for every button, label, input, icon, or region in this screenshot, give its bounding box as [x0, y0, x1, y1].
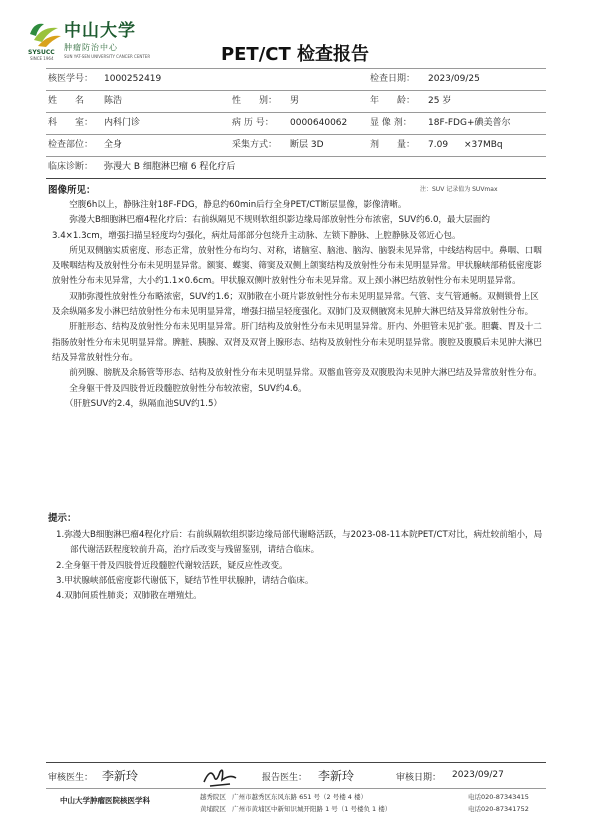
- header-row-2: [48, 90, 546, 112]
- diagnosis-value: 弥漫大 B 细胞淋巴瘤 6 程化疗后: [104, 162, 236, 172]
- footer-tel-1: 电话020-87343415: [468, 793, 529, 801]
- logo-center-name: 肿瘤防治中心: [64, 43, 118, 52]
- findings-text: [52, 198, 544, 412]
- divider: [46, 178, 546, 179]
- findings-paragraph: 双肺弥漫性放射性分布略浓密，SUV约1.6；双肺散在小斑片影放射性分布未见明显异常。气管、支气管通畅。双侧锁骨上区及余纵隔多发小淋巴结放射性分布未见明显异常，增强扫描呈轻度强化。双肺门及双侧腋窝未见肿大淋巴结及异常放射性分布。: [52, 291, 539, 318]
- report-title: PET/CT 检查报告: [220, 44, 370, 65]
- handwritten-signature-icon: [200, 764, 240, 790]
- header-row-5: [48, 156, 546, 178]
- dept-value: 内科门诊: [104, 118, 141, 128]
- reviewer-name: 李新玲: [102, 769, 139, 783]
- logo-name: 中山大学: [64, 21, 136, 41]
- findings-label: 图像所见：: [48, 185, 96, 196]
- findings-paragraph: 所见双侧脑实质密度、形态正常，放射性分布均匀、对称，诸脑室、脑池、脑沟、脑裂未见异常，中线结构居中。鼻咽、口咽及喉咽结构及放射性分布未见明显异常。额窦、蝶窦、筛窦及双侧上颌窦结构及放射性分布未见明显异常。甲状腺峡部稍低密度影放射性分布未见异常，大小约1.1×0.6cm。甲状腺双侧叶放射性分布未见异常。双上颈小淋巴结放射性分布未见明显异常。: [52, 245, 542, 287]
- findings-paragraph: 肝脏形态、结构及放射性分布未见明显异常。肝门结构及放射性分布未见明显异常。肝内、外胆管未见扩张。胆囊、胃及十二指肠放射性分布未见明显异常。脾脏、胰腺、双肾及双肾上腺形态、结构及放射性分布未见明显异常。腹腔及腹膜后未见肿大淋巴结及异常放射性分布。: [52, 322, 542, 363]
- tips-text: [56, 528, 544, 604]
- record-value: 0000640062: [290, 118, 348, 128]
- name-label: 姓 名: [48, 96, 85, 106]
- exam-date-label: 检查日期：: [370, 74, 416, 84]
- footer-yuexiu-address: 广州市越秀区东风东路 651 号（2 号楼 4 楼）: [232, 793, 368, 801]
- header-row-1: [48, 68, 546, 90]
- footer-huangpu-label: 黄埔院区: [200, 805, 226, 813]
- dose-value: 7.09: [428, 140, 449, 150]
- header-row-4: [48, 134, 546, 156]
- sex-value: 男: [290, 96, 300, 106]
- record-label: 病 历 号：: [232, 118, 274, 128]
- reviewer-label: 审核医生：: [48, 773, 94, 783]
- site-value: 全身: [104, 140, 123, 150]
- footer-huangpu-address: 广州市黄埔区中新知识城开阳路 1 号（1 号楼负 1 楼）: [232, 805, 392, 813]
- findings-paragraph: 前列腺、膀胱及余肠管等形态、结构及放射性分布未见明显异常。双髂血管旁及双腹股沟未见肿大淋巴结及异常放射性分布。: [69, 368, 542, 379]
- tip-item: 2.全身躯干骨及四肢骨近段髓腔代谢较活跃，疑反应性改变。: [56, 560, 288, 571]
- reporter-name: 李新玲: [318, 769, 355, 783]
- exam-date-value: 2023/09/25: [428, 74, 480, 84]
- sex-label: 性 别：: [232, 96, 278, 106]
- footer-tel-2: 电话020-87341752: [468, 805, 529, 813]
- tip-item: 1.弥漫大B细胞淋巴瘤4程化疗后：右前纵隔软组织影边缘局部代谢略活跃，与2023-08-11本院PET/CT对比，病灶较前缩小，局部代谢活跃程度较前升高，治疗后改变与残留鉴别，请结合临床。: [56, 530, 543, 556]
- findings-paragraph: 弥漫大B细胞淋巴瘤4程化疗后：右前纵隔见不规则软组织影边缘局部放射性分布浓密，SUV约6.0，最大层面约3.4×1.3cm，增强扫描呈轻度均匀强化，病灶局部部分包绕升主动脉、左锁下静脉、上腔静脉及邻近心包。: [52, 215, 490, 241]
- dose-unit: ×37MBq: [464, 140, 503, 150]
- tracer-value: 18F-FDG+碘美普尔: [428, 118, 511, 128]
- logo-english-name: SUN YAT-SEN UNIVERSITY CANCER CENTER: [64, 54, 151, 59]
- age-value: 25 岁: [428, 96, 452, 106]
- name-value: 陈浩: [104, 96, 123, 106]
- age-label: 年 龄：: [370, 96, 416, 106]
- site-label: 检查部位：: [48, 140, 94, 150]
- review-date-label: 审核日期：: [396, 773, 442, 783]
- tip-item: 4.双肺间质性肺炎；双肺散在增殖灶。: [56, 591, 202, 602]
- footer-yuexiu-label: 越秀院区: [200, 793, 226, 801]
- tip-item: 3.甲状腺峡部低密度影代谢低下，疑结节性甲状腺肿，请结合临床。: [56, 575, 314, 586]
- suv-note: 注：SUV 记录值为 SUVmax: [420, 186, 498, 193]
- nuclear-id-label: 核医学号：: [48, 74, 94, 84]
- dose-label: 剂 量：: [370, 140, 416, 150]
- tips-label: 提示：: [48, 513, 77, 524]
- findings-paragraph: 空腹6h以上，静脉注射18F-FDG，静息约60min后行全身PET/CT断层显像，影像清晰。: [69, 200, 407, 210]
- logo-since: SINCE 1964: [30, 56, 54, 61]
- header-row-3: [48, 112, 546, 134]
- footer-dept: 中山大学肿瘤医院核医学科: [60, 796, 150, 805]
- dept-label: 科 室：: [48, 118, 94, 128]
- nuclear-id-value: 1000252419: [104, 74, 162, 84]
- mode-label: 采集方式：: [232, 140, 278, 150]
- review-date-value: 2023/09/27: [452, 770, 504, 780]
- findings-paragraph: （肝脏SUV约2.4，纵隔血池SUV约1.5）: [64, 398, 223, 409]
- logo-abbr: SYSUCC: [28, 49, 55, 56]
- tracer-label: 显 像 剂：: [370, 118, 412, 128]
- divider: [46, 762, 546, 763]
- mode-value: 断层 3D: [290, 140, 324, 150]
- findings-paragraph: 全身躯干骨及四肢骨近段髓腔放射性分布较浓密，SUV约4.6。: [69, 383, 307, 394]
- diagnosis-label: 临床诊断：: [48, 162, 94, 172]
- reporter-label: 报告医生：: [262, 773, 308, 783]
- divider: [46, 788, 546, 789]
